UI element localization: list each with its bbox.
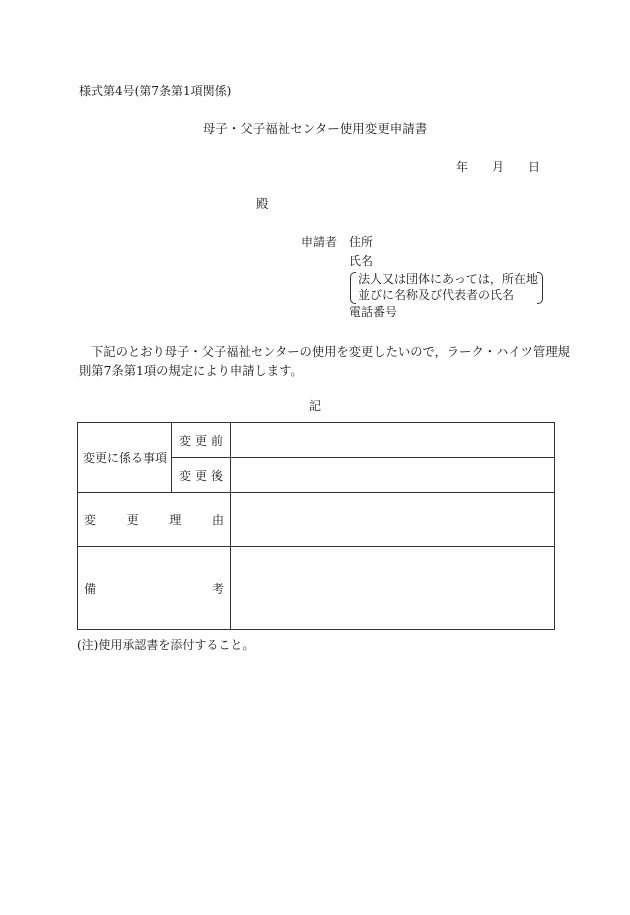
date-year-label: 年 (456, 160, 469, 174)
date-month-label: 月 (492, 160, 505, 174)
applicant-phone-label: 電話番号 (349, 305, 398, 319)
form-number: 様式第4号(第7条第1項関係) (79, 84, 232, 98)
applicant-name-label: 氏名 (349, 254, 374, 268)
applicant-label: 申請者 (301, 235, 338, 249)
corporation-note-line1: 法人又は団体にあっては，所在地 (358, 272, 538, 286)
change-reason-label: 変 更 理 由 (78, 493, 231, 547)
applicant-address-label: 住所 (349, 235, 374, 249)
addressee-honorific: 殿 (256, 196, 269, 211)
change-reason-field[interactable] (231, 493, 555, 547)
before-change-field[interactable] (231, 423, 555, 458)
corporation-note-line2: 並びに名称及び代表者の氏名 (358, 288, 515, 302)
bracket-left (350, 272, 356, 304)
remarks-label: 備 考 (78, 547, 231, 630)
after-change-label: 変 更 後 (172, 458, 231, 493)
before-change-label: 変 更 前 (172, 423, 231, 458)
application-statement (79, 343, 579, 381)
date-day-label: 日 (528, 160, 541, 174)
change-matters-label: 変更に係る事項 (78, 423, 172, 493)
bracket-right (537, 272, 543, 304)
statement-line-1: 下記のとおり母子・父子福祉センターの使用を変更したいので，ラーク・ハイツ管理規 (91, 345, 570, 359)
statement-line-2: 則第7条第1項の規定により申請します。 (79, 364, 303, 378)
remarks-field[interactable] (231, 547, 555, 630)
after-change-field[interactable] (231, 458, 555, 493)
attachment-note: (注)使用承認書を添付すること。 (77, 638, 255, 652)
change-details-table (77, 422, 555, 630)
ki-heading: 記 (308, 399, 321, 413)
document-title: 母子・父子福祉センター使用変更申請書 (202, 121, 428, 136)
